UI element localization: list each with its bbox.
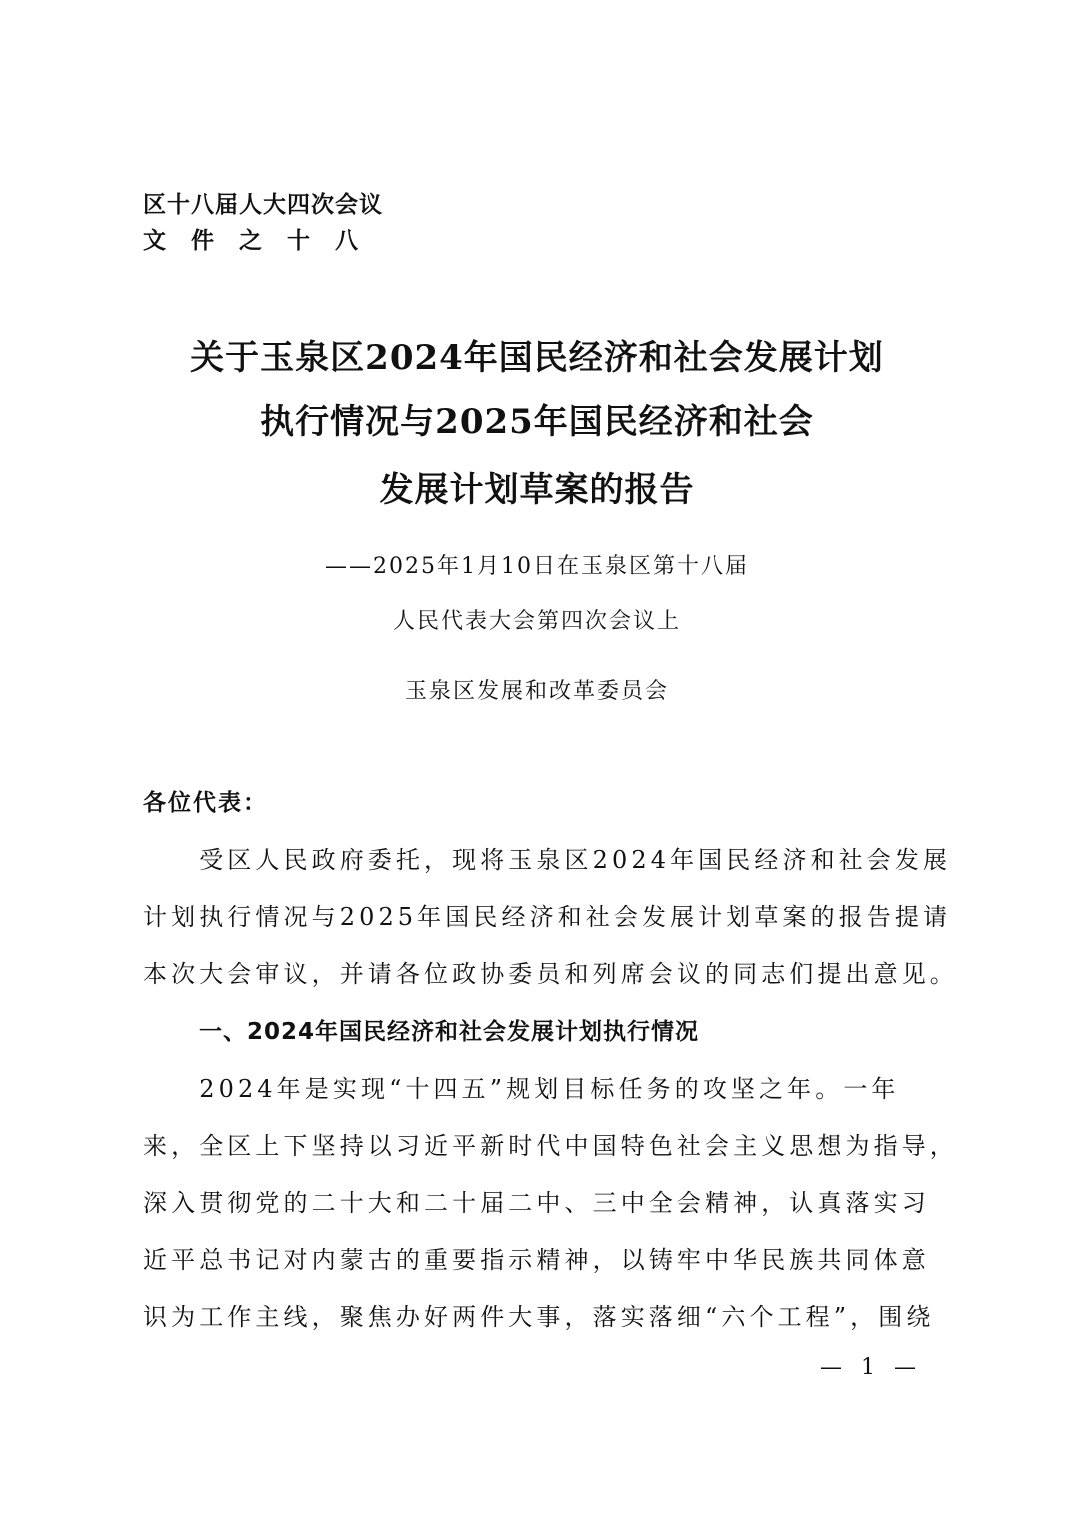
- body-paragraph-line: 来，全区上下坚持以习近平新时代中国特色社会主义思想为指导，: [143, 1132, 958, 1160]
- page-number: — 1 —: [820, 1355, 922, 1380]
- body-paragraph-line: 2024年是实现“十四五”规划目标任务的攻坚之年。一年: [143, 1075, 900, 1103]
- document-header-line2: 文 件 之 十 八: [143, 228, 359, 254]
- report-title-line3: 发展计划草案的报告: [379, 470, 695, 510]
- body-paragraph-line: 近平总书记对内蒙古的重要指示精神，以铸牢中华民族共同体意: [143, 1246, 930, 1274]
- subtitle-issuer: 玉泉区发展和改革委员会: [404, 679, 669, 704]
- subtitle-meeting-line: 人民代表大会第四次会议上: [392, 609, 681, 634]
- intro-paragraph-line: 计划执行情况与2025年国民经济和社会发展计划草案的报告提请: [143, 903, 952, 931]
- intro-paragraph-line: 本次大会审议，并请各位政协委员和列席会议的同志们提出意见。: [143, 960, 958, 988]
- intro-paragraph-line: 受区人民政府委托，现将玉泉区2024年国民经济和社会发展: [143, 846, 952, 874]
- body-paragraph-line: 深入贯彻党的二十大和二十届二中、三中全会精神，认真落实习: [143, 1189, 930, 1217]
- greeting: 各位代表：: [143, 790, 268, 816]
- subtitle-date-line: ——2025年1月10日在玉泉区第十八届: [325, 554, 749, 579]
- body-paragraph-line: 识为工作主线，聚焦办好两件大事，落实落细“六个工程”，围绕: [143, 1303, 935, 1331]
- report-title-line2: 执行情况与2025年国民经济和社会: [260, 402, 814, 442]
- section-heading: 一、2024年国民经济和社会发展计划执行情况: [199, 1019, 700, 1045]
- document-header-line1: 区十八届人大四次会议: [143, 192, 383, 218]
- report-title-line1: 关于玉泉区2024年国民经济和社会发展计划: [190, 338, 884, 378]
